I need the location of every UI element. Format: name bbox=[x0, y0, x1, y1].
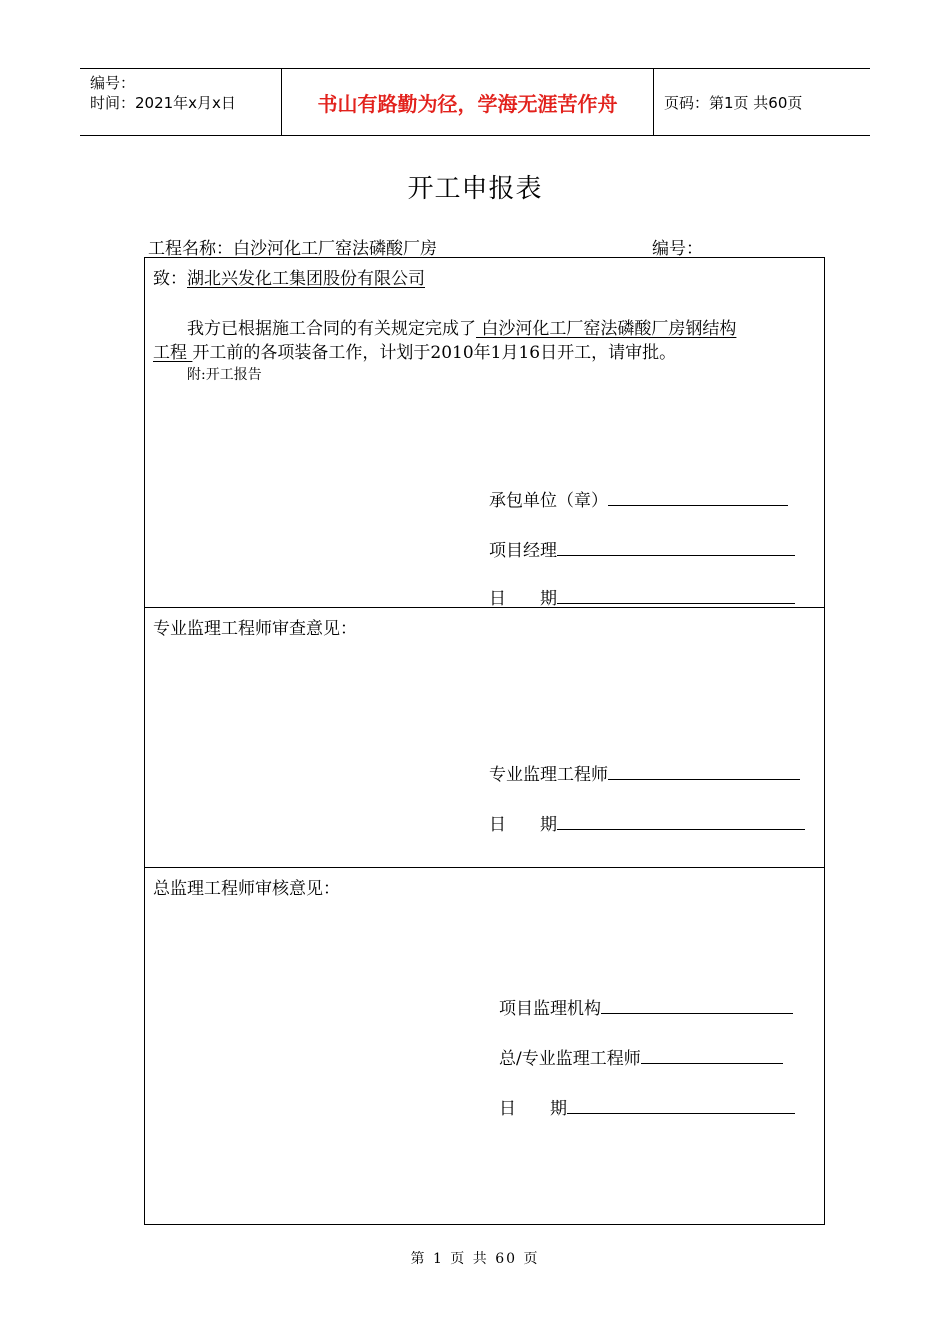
contractor-label: 承包单位（章） bbox=[489, 491, 608, 511]
contractor-section bbox=[145, 258, 824, 608]
engineer-date-row bbox=[489, 810, 805, 835]
engineer-date-label: 日 期 bbox=[489, 815, 557, 835]
header-number-label: 编号： bbox=[90, 74, 136, 92]
agency-signature-row bbox=[499, 994, 793, 1019]
page-header bbox=[80, 68, 870, 136]
engineer-label: 专业监理工程师 bbox=[489, 765, 608, 785]
body-project-part-1: 白沙河化工厂窑法磷酸厂房钢结构 bbox=[476, 319, 737, 339]
project-name: 工程名称：白沙河化工厂窑法磷酸厂房 bbox=[148, 239, 437, 259]
chief-date-row bbox=[499, 1094, 795, 1119]
page-footer: 第 1 页 共 60 页 bbox=[410, 1251, 540, 1267]
body-prefix: 我方已根据施工合同的有关规定完成了 bbox=[187, 319, 476, 339]
agency-signature-line[interactable] bbox=[601, 998, 793, 1014]
engineer-review-heading: 专业监理工程师审查意见： bbox=[153, 619, 357, 639]
engineer-signature-row bbox=[489, 760, 800, 785]
chief-date-label: 日 期 bbox=[499, 1099, 567, 1119]
addressee-company: 湖北兴发化工集团股份有限公司 bbox=[187, 269, 425, 289]
header-time-label: 时间：2021年x月x日 bbox=[90, 94, 236, 112]
agency-label: 项目监理机构 bbox=[499, 999, 601, 1019]
contractor-date-row bbox=[489, 584, 795, 609]
chief-date-line[interactable] bbox=[567, 1098, 795, 1114]
chief-signature-row bbox=[499, 1044, 783, 1069]
engineer-signature-line[interactable] bbox=[608, 764, 800, 780]
chief-signature-line[interactable] bbox=[641, 1048, 783, 1064]
form-frame bbox=[144, 257, 825, 1225]
addressee-line bbox=[153, 264, 425, 289]
contractor-signature-line[interactable] bbox=[608, 490, 788, 506]
body-line-2 bbox=[153, 338, 676, 363]
contractor-date-label: 日 期 bbox=[489, 589, 557, 609]
addressee-prefix: 致： bbox=[153, 269, 187, 289]
contractor-signature-row bbox=[489, 486, 788, 511]
chief-review-heading: 总监理工程师审核意见： bbox=[153, 879, 340, 899]
header-page-info: 页码：第1页 共60页 bbox=[664, 93, 803, 112]
attachment-note: 附:开工报告 bbox=[187, 367, 262, 383]
manager-signature-row bbox=[489, 536, 795, 561]
header-motto: 书山有路勤为径，学海无涯苦作舟 bbox=[282, 69, 654, 135]
body-project-part-2: 工程 bbox=[153, 343, 193, 363]
engineer-review-section bbox=[145, 608, 824, 868]
project-line bbox=[148, 234, 828, 259]
contractor-date-line[interactable] bbox=[557, 588, 795, 604]
body-suffix: 开工前的各项装备工作，计划于2010年1月16日开工，请审批。 bbox=[192, 343, 677, 363]
document-title: 开工申报表 bbox=[407, 174, 543, 204]
header-meta bbox=[80, 69, 282, 135]
chief-label: 总/专业监理工程师 bbox=[499, 1049, 641, 1069]
project-number-label: 编号： bbox=[652, 239, 703, 259]
engineer-date-line[interactable] bbox=[557, 814, 805, 830]
manager-signature-line[interactable] bbox=[557, 540, 795, 556]
chief-review-section bbox=[145, 868, 824, 1224]
manager-label: 项目经理 bbox=[489, 541, 557, 561]
body-line-1 bbox=[187, 314, 736, 339]
